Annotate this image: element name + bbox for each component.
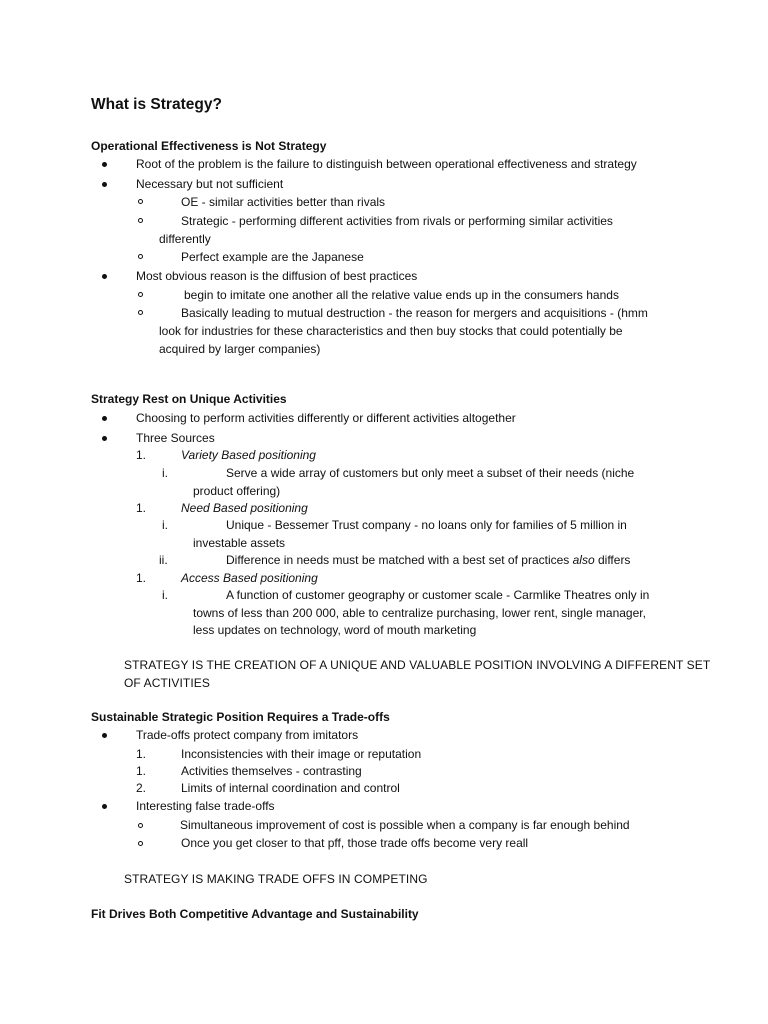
bullet-circle [138, 841, 143, 846]
list-number: 1. [136, 501, 147, 515]
list-item: Unique - Bessemer Trust company - no loans only for families of 5 million in [226, 518, 627, 532]
list-item: Need Based positioning [181, 501, 308, 515]
list-item: Inconsistencies with their image or reputation [181, 747, 422, 761]
list-item: Access Based positioning [181, 571, 318, 585]
section-heading-operational-effectiveness: Operational Effectiveness is Not Strategy [91, 139, 327, 153]
list-item [226, 552, 630, 568]
list-item: Simultaneous improvement of cost is possible when a company is far enough behind [180, 818, 630, 832]
list-item-continuation: product offering) [193, 484, 281, 498]
list-number: 1. [136, 571, 147, 585]
list-roman-number: i. [162, 518, 168, 532]
list-item: Once you get closer to that pff, those trade offs become very reall [181, 836, 529, 850]
section-heading-fit: Fit Drives Both Competitive Advantage and Sustainability [91, 907, 419, 921]
list-item: Choosing to perform activities differently or different activities altogether [136, 411, 516, 425]
list-item: Interesting false trade-offs [136, 799, 275, 813]
list-number: 1. [136, 764, 147, 778]
list-number: 1. [136, 747, 147, 761]
list-item: Perfect example are the Japanese [181, 250, 364, 264]
list-item: Most obvious reason is the diffusion of best practices [136, 269, 418, 283]
list-item: Basically leading to mutual destruction - the reason for mergers and acquisitions - (hmm [181, 306, 648, 320]
list-item: Variety Based positioning [181, 448, 316, 462]
bullet-dot [102, 804, 107, 809]
list-item-continuation: investable assets [193, 536, 286, 550]
list-item-continuation: towns of less than 200 000, able to centralize purchasing, lower rent, single manager, [193, 606, 646, 620]
list-item: begin to imitate one another all the relative value ends up in the consumers hands [184, 288, 619, 302]
list-item: Three Sources [136, 431, 215, 445]
bullet-circle [138, 199, 143, 204]
emphasis-text: also [572, 553, 595, 567]
list-number: 1. [136, 448, 147, 462]
list-roman-number: i. [162, 466, 168, 480]
emphasis-statement: STRATEGY IS THE CREATION OF A UNIQUE AND VALUABLE POSITION INVOLVING A DIFFERENT SET [124, 658, 711, 672]
bullet-dot [102, 436, 107, 441]
list-item: Limits of internal coordination and control [181, 781, 400, 795]
list-item: Root of the problem is the failure to distinguish between operational effectiveness and strategy [136, 157, 637, 171]
list-item-text: Difference in needs must be matched with a best set of practices [226, 553, 573, 567]
bullet-dot [102, 162, 107, 167]
bullet-dot [102, 274, 107, 279]
list-item-text: differs [594, 553, 631, 567]
section-heading-unique-activities: Strategy Rest on Unique Activities [91, 392, 287, 406]
list-roman-number: i. [162, 588, 168, 602]
list-item: A function of customer geography or customer scale - Carmlike Theatres only in [226, 588, 650, 602]
page-title: What is Strategy? [91, 96, 222, 113]
bullet-dot [102, 733, 107, 738]
list-item: Strategic - performing different activities from rivals or performing similar activities [181, 214, 613, 228]
emphasis-statement: STRATEGY IS MAKING TRADE OFFS IN COMPETING [124, 872, 428, 886]
list-item-continuation: less updates on technology, word of mouth marketing [193, 623, 477, 637]
bullet-circle [138, 292, 143, 297]
bullet-dot [102, 182, 107, 187]
list-number: 2. [136, 781, 147, 795]
list-item: Activities themselves - contrasting [181, 764, 362, 778]
bullet-circle [138, 254, 143, 259]
section-heading-trade-offs: Sustainable Strategic Position Requires a Trade-offs [91, 710, 390, 724]
list-item: Serve a wide array of customers but only meet a subset of their needs (niche [226, 466, 635, 480]
bullet-circle [138, 823, 143, 828]
list-item: Trade-offs protect company from imitators [136, 728, 359, 742]
list-roman-number: ii. [159, 553, 168, 567]
bullet-dot [102, 416, 107, 421]
list-item-continuation: acquired by larger companies) [159, 342, 321, 356]
bullet-circle [138, 218, 143, 223]
emphasis-statement: OF ACTIVITIES [124, 676, 210, 690]
list-item: Necessary but not sufficient [136, 177, 284, 191]
list-item: OE - similar activities better than rivals [181, 195, 386, 209]
bullet-circle [138, 310, 143, 315]
list-item-continuation: look for industries for these characteristics and then buy stocks that could potentially be [159, 324, 623, 338]
list-item-continuation: differently [159, 232, 211, 246]
